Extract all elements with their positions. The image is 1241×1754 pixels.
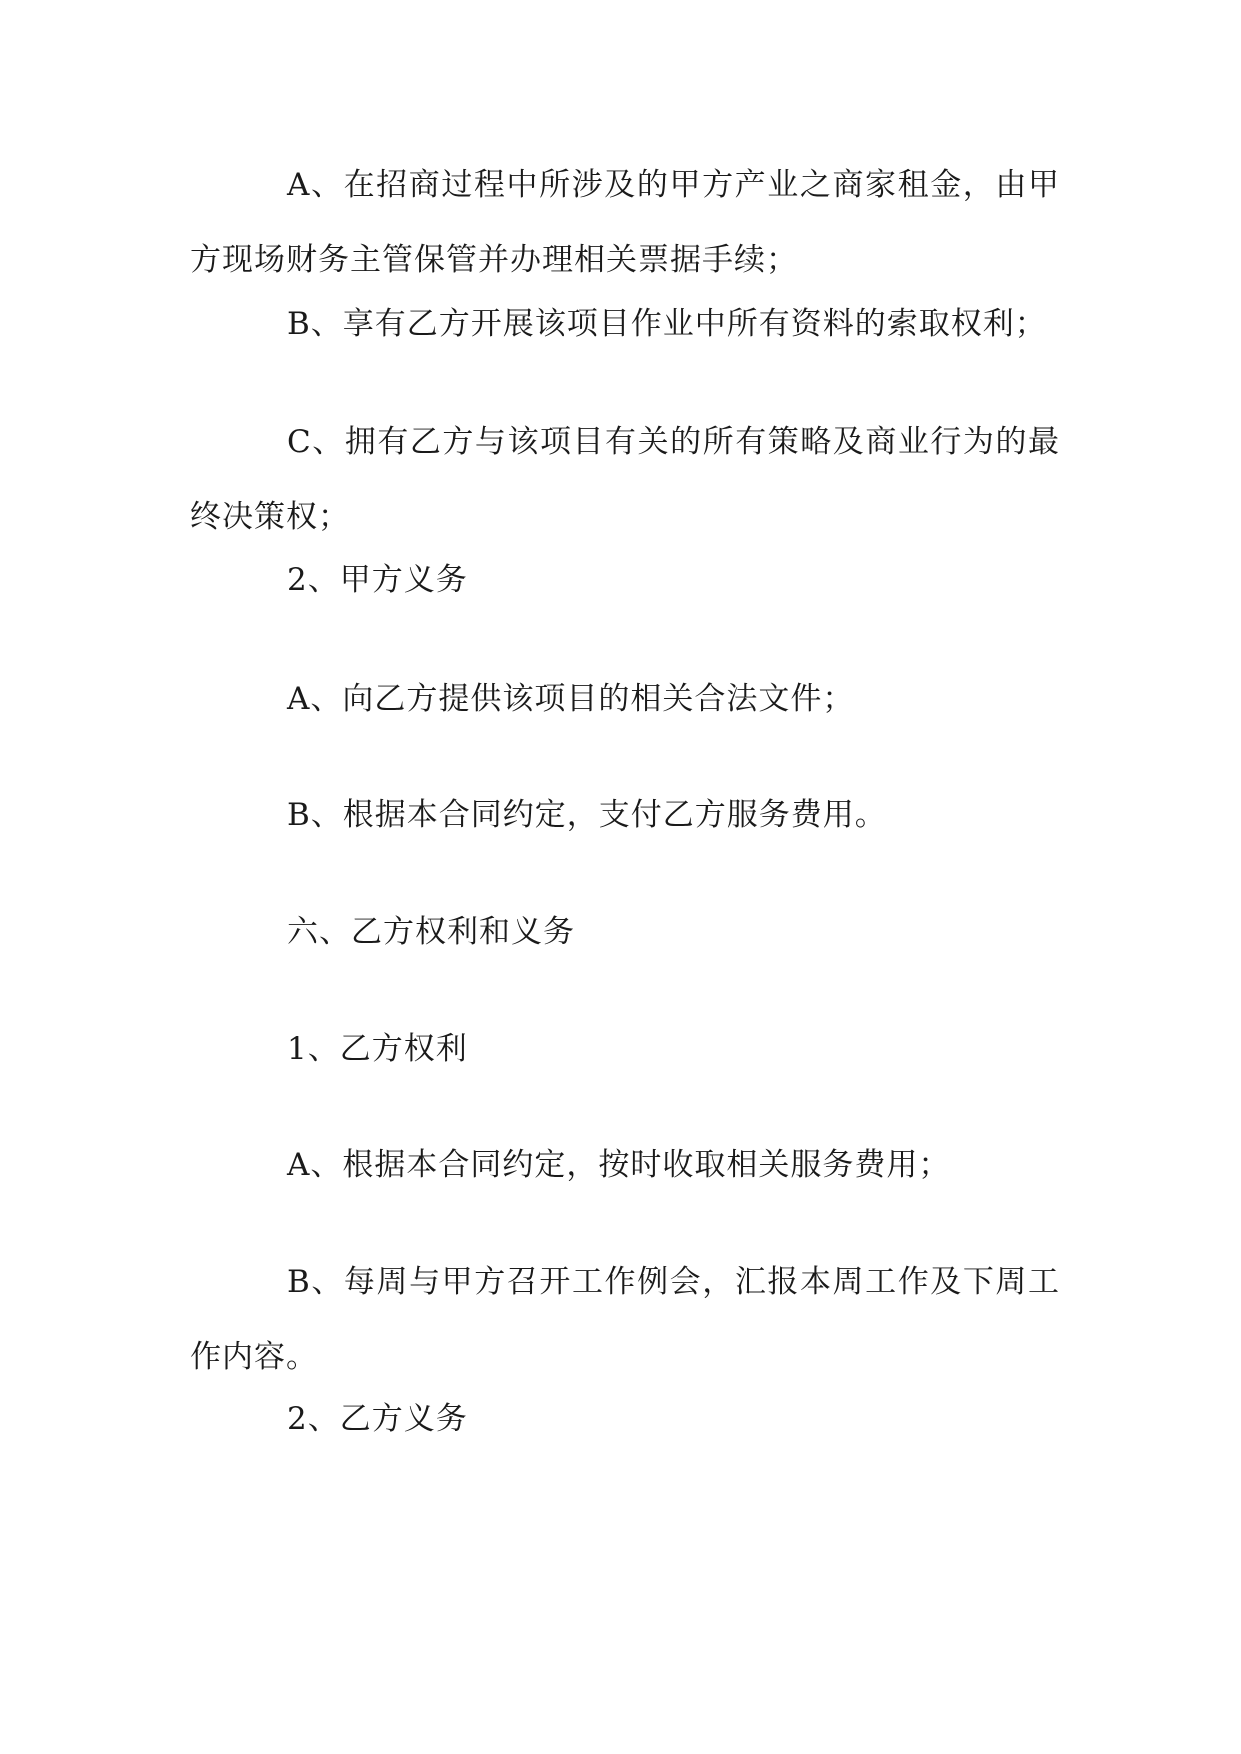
paragraph-party-a-right-c: C、拥有乙方与该项目有关的所有策略及商业行为的最终决策权； [190,424,1060,535]
paragraph-party-a-right-a: A、在招商过程中所涉及的甲方产业之商家租金，由甲方现场财务主管保管并办理相关票据手续； [190,167,1060,278]
heading-section-six: 六、乙方权利和义务 [287,914,575,950]
heading-party-b-obligations: 2、乙方义务 [287,1401,468,1437]
paragraph-party-a-obligation-b: B、根据本合同约定，支付乙方服务费用。 [287,797,887,833]
heading-party-a-obligations: 2、甲方义务 [287,562,468,598]
paragraph-party-a-right-b: B、享有乙方开展该项目作业中所有资料的索取权利； [287,306,1047,342]
paragraph-party-a-obligation-a: A、向乙方提供该项目的相关合法文件； [287,681,855,717]
heading-party-b-rights: 1、乙方权利 [287,1031,468,1067]
paragraph-party-b-right-b: B、每周与甲方召开工作例会，汇报本周工作及下周工作内容。 [190,1264,1060,1375]
paragraph-party-b-right-a: A、根据本合同约定，按时收取相关服务费用； [287,1147,951,1183]
